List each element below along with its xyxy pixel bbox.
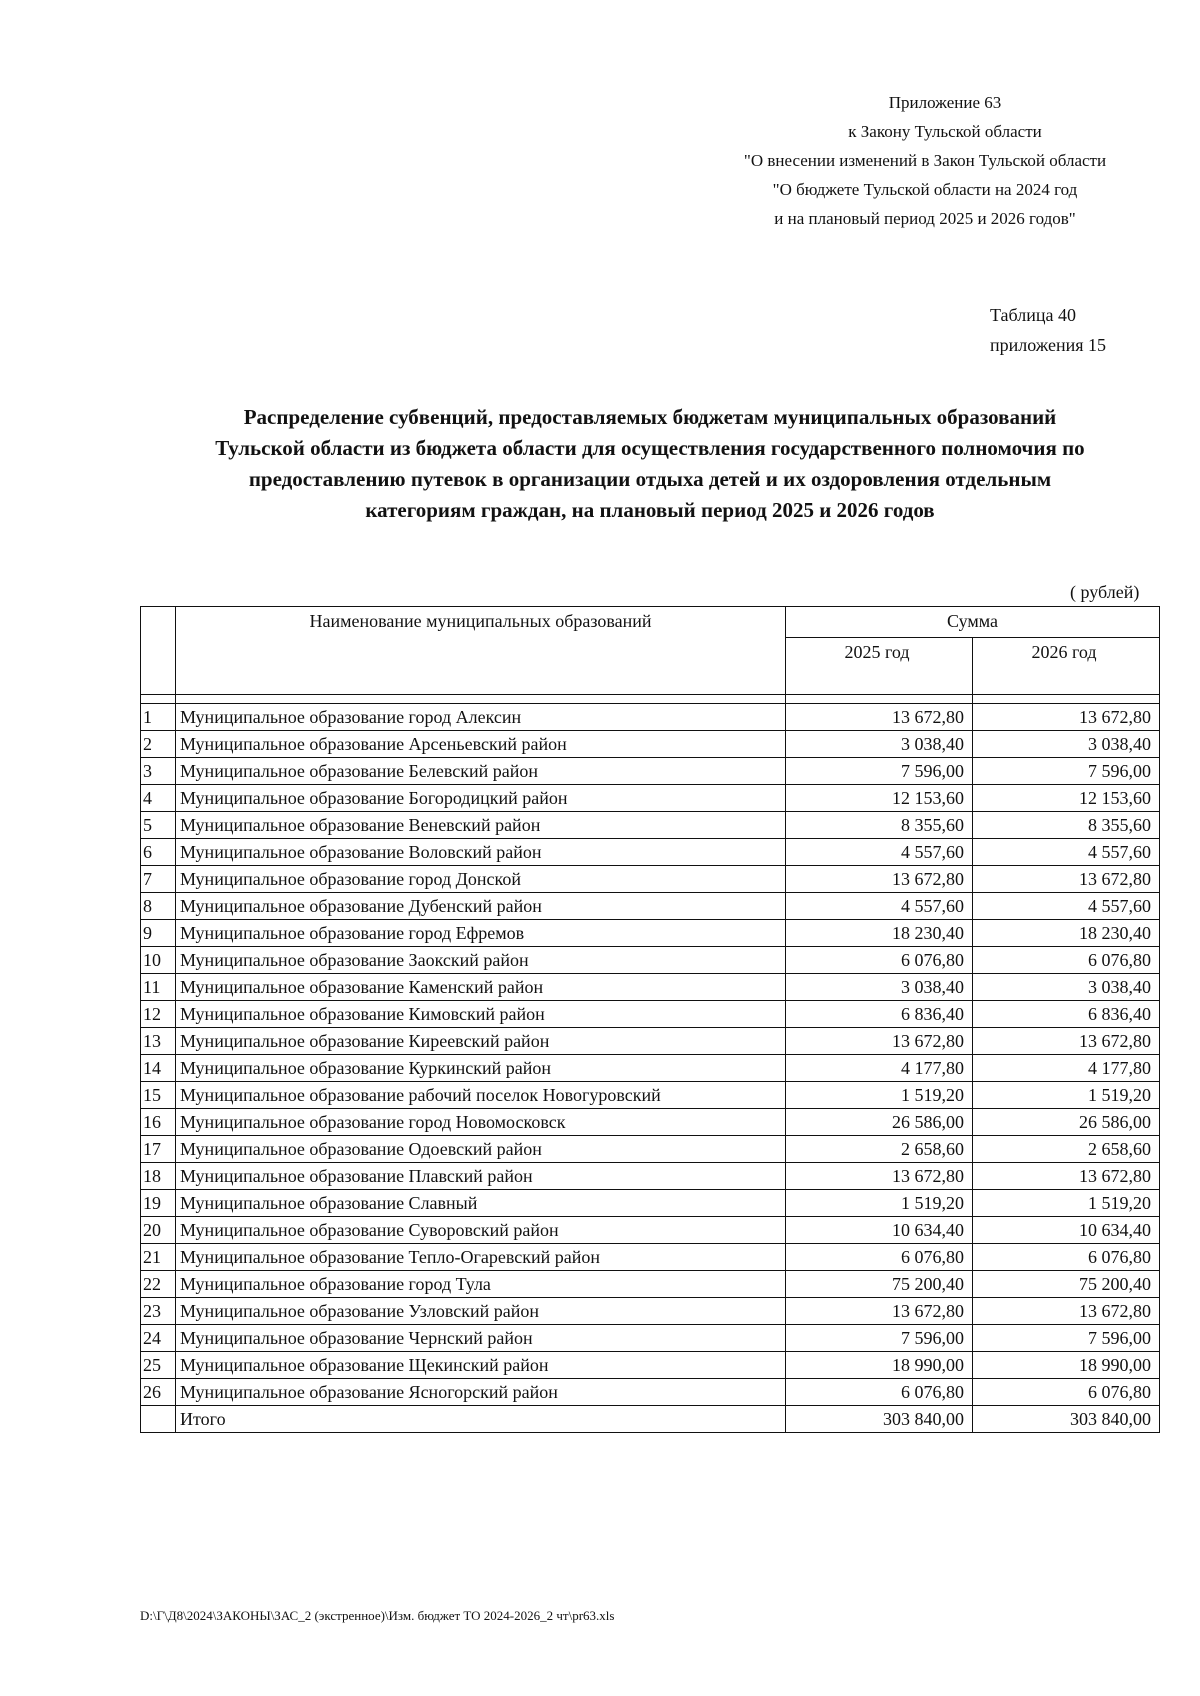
municipality-name: Муниципальное образование Щекинский район bbox=[176, 1352, 786, 1379]
amount-2026: 6 076,80 bbox=[973, 1244, 1160, 1271]
table-row bbox=[141, 1244, 1160, 1271]
amount-2026: 4 557,60 bbox=[973, 893, 1160, 920]
amount-2025: 13 672,80 bbox=[786, 1028, 973, 1055]
amount-2026: 13 672,80 bbox=[973, 1298, 1160, 1325]
row-number: 21 bbox=[141, 1244, 176, 1271]
row-number: 7 bbox=[141, 866, 176, 893]
amount-2025: 75 200,40 bbox=[786, 1271, 973, 1298]
row-number: 10 bbox=[141, 947, 176, 974]
row-number: 11 bbox=[141, 974, 176, 1001]
table-row bbox=[141, 974, 1160, 1001]
amount-2026: 3 038,40 bbox=[973, 974, 1160, 1001]
appendix-line: "О бюджете Тульской области на 2024 год bbox=[772, 180, 1078, 199]
table-row bbox=[141, 812, 1160, 839]
table-row bbox=[141, 785, 1160, 812]
table-row bbox=[141, 1001, 1160, 1028]
municipality-name: Муниципальное образование Суворовский район bbox=[176, 1217, 786, 1244]
amount-2026: 13 672,80 bbox=[973, 1028, 1160, 1055]
header-year-2025: 2025 год bbox=[786, 638, 973, 695]
amount-2025: 6 076,80 bbox=[786, 1244, 973, 1271]
total-row bbox=[141, 1406, 1160, 1433]
municipality-name: Муниципальное образование Одоевский район bbox=[176, 1136, 786, 1163]
row-number: 20 bbox=[141, 1217, 176, 1244]
amount-2025: 3 038,40 bbox=[786, 974, 973, 1001]
total-2025: 303 840,00 bbox=[786, 1406, 973, 1433]
row-number: 8 bbox=[141, 893, 176, 920]
amount-2025: 4 557,60 bbox=[786, 893, 973, 920]
total-2026: 303 840,00 bbox=[973, 1406, 1160, 1433]
amount-2026: 75 200,40 bbox=[973, 1271, 1160, 1298]
row-number: 15 bbox=[141, 1082, 176, 1109]
title-line: Тульской области из бюджета области для осуществления государственного полномочия по bbox=[215, 436, 1085, 460]
header-sum: Сумма bbox=[786, 607, 1160, 638]
amount-2025: 6 076,80 bbox=[786, 947, 973, 974]
municipality-name: Муниципальное образование Чернский район bbox=[176, 1325, 786, 1352]
amount-2026: 7 596,00 bbox=[973, 1325, 1160, 1352]
amount-2025: 13 672,80 bbox=[786, 866, 973, 893]
header-name: Наименование муниципальных образований bbox=[176, 607, 786, 695]
amount-2026: 18 230,40 bbox=[973, 920, 1160, 947]
table-row bbox=[141, 1217, 1160, 1244]
appendix-line: Приложение 63 bbox=[888, 93, 1002, 112]
row-number: 19 bbox=[141, 1190, 176, 1217]
table-number: Таблица 40 bbox=[990, 305, 1076, 325]
spacer-row bbox=[141, 695, 1160, 704]
amount-2025: 8 355,60 bbox=[786, 812, 973, 839]
row-number: 16 bbox=[141, 1109, 176, 1136]
table-row bbox=[141, 839, 1160, 866]
amount-2026: 7 596,00 bbox=[973, 758, 1160, 785]
table-row bbox=[141, 1379, 1160, 1406]
municipality-name: Муниципальное образование рабочий поселок Новогуровский bbox=[176, 1082, 786, 1109]
amount-2025: 12 153,60 bbox=[786, 785, 973, 812]
row-number: 1 bbox=[141, 704, 176, 731]
amount-2025: 13 672,80 bbox=[786, 1163, 973, 1190]
table-row bbox=[141, 920, 1160, 947]
amount-2026: 1 519,20 bbox=[973, 1190, 1160, 1217]
row-number: 23 bbox=[141, 1298, 176, 1325]
row-number: 5 bbox=[141, 812, 176, 839]
row-number: 24 bbox=[141, 1325, 176, 1352]
amount-2025: 26 586,00 bbox=[786, 1109, 973, 1136]
amount-2025: 13 672,80 bbox=[786, 1298, 973, 1325]
file-path: D:\Г\Д8\2024\ЗАКОНЫ\ЗАС_2 (экстренное)\Изм. бюджет ТО 2024-2026_2 чт\pr63.xls bbox=[140, 1608, 615, 1623]
amount-2026: 12 153,60 bbox=[973, 785, 1160, 812]
table-body bbox=[141, 695, 1160, 1433]
table-row bbox=[141, 1163, 1160, 1190]
amount-2026: 13 672,80 bbox=[973, 866, 1160, 893]
amount-2026: 13 672,80 bbox=[973, 704, 1160, 731]
municipality-name: Муниципальное образование Узловский район bbox=[176, 1298, 786, 1325]
amount-2025: 1 519,20 bbox=[786, 1190, 973, 1217]
table-row bbox=[141, 1352, 1160, 1379]
amount-2025: 4 557,60 bbox=[786, 839, 973, 866]
appendix-line: и на плановый период 2025 и 2026 годов" bbox=[774, 209, 1076, 228]
amount-2025: 7 596,00 bbox=[786, 1325, 973, 1352]
row-number: 25 bbox=[141, 1352, 176, 1379]
amount-2025: 18 990,00 bbox=[786, 1352, 973, 1379]
municipality-name: Муниципальное образование Веневский район bbox=[176, 812, 786, 839]
table-row bbox=[141, 866, 1160, 893]
total-num-cell bbox=[141, 1406, 176, 1433]
table-row bbox=[141, 758, 1160, 785]
amount-2026: 18 990,00 bbox=[973, 1352, 1160, 1379]
amount-2025: 10 634,40 bbox=[786, 1217, 973, 1244]
municipality-name: Муниципальное образование Куркинский район bbox=[176, 1055, 786, 1082]
amount-2026: 26 586,00 bbox=[973, 1109, 1160, 1136]
table-row bbox=[141, 1298, 1160, 1325]
municipality-name: Муниципальное образование Дубенский район bbox=[176, 893, 786, 920]
appendix-header bbox=[700, 88, 1150, 233]
table-reference bbox=[990, 300, 1130, 360]
amount-2025: 7 596,00 bbox=[786, 758, 973, 785]
amount-2025: 4 177,80 bbox=[786, 1055, 973, 1082]
row-number: 14 bbox=[141, 1055, 176, 1082]
municipality-name: Муниципальное образование город Тула bbox=[176, 1271, 786, 1298]
amount-2026: 8 355,60 bbox=[973, 812, 1160, 839]
appendix-line: "О внесении изменений в Закон Тульской области bbox=[743, 151, 1107, 170]
table-row bbox=[141, 1271, 1160, 1298]
amount-2026: 4 177,80 bbox=[973, 1055, 1160, 1082]
amount-2025: 13 672,80 bbox=[786, 704, 973, 731]
row-number: 2 bbox=[141, 731, 176, 758]
municipality-name: Муниципальное образование город Новомосковск bbox=[176, 1109, 786, 1136]
amount-2026: 13 672,80 bbox=[973, 1163, 1160, 1190]
table-row bbox=[141, 1136, 1160, 1163]
title-line: предоставлению путевок в организации отдыха детей и их оздоровления отдельным bbox=[248, 467, 1052, 491]
title-line: категориям граждан, на плановый период 2025 и 2026 годов bbox=[365, 498, 935, 522]
total-label: Итого bbox=[176, 1406, 786, 1433]
row-number: 3 bbox=[141, 758, 176, 785]
municipality-name: Муниципальное образование Богородицкий район bbox=[176, 785, 786, 812]
amount-2026: 10 634,40 bbox=[973, 1217, 1160, 1244]
table-row bbox=[141, 1190, 1160, 1217]
subvention-table bbox=[140, 606, 1160, 1433]
amount-2025: 1 519,20 bbox=[786, 1082, 973, 1109]
row-number: 13 bbox=[141, 1028, 176, 1055]
table-row bbox=[141, 893, 1160, 920]
row-number: 18 bbox=[141, 1163, 176, 1190]
document-title bbox=[120, 402, 1180, 526]
municipality-name: Муниципальное образование город Ефремов bbox=[176, 920, 786, 947]
amount-2026: 2 658,60 bbox=[973, 1136, 1160, 1163]
row-number: 26 bbox=[141, 1379, 176, 1406]
row-number: 22 bbox=[141, 1271, 176, 1298]
appendix-line: к Закону Тульской области bbox=[848, 122, 1042, 141]
amount-2026: 6 076,80 bbox=[973, 947, 1160, 974]
header-year-2026: 2026 год bbox=[973, 638, 1160, 695]
municipality-name: Муниципальное образование Заокский район bbox=[176, 947, 786, 974]
municipality-name: Муниципальное образование город Донской bbox=[176, 866, 786, 893]
amount-2026: 1 519,20 bbox=[973, 1082, 1160, 1109]
row-number: 9 bbox=[141, 920, 176, 947]
table-row bbox=[141, 704, 1160, 731]
table-row bbox=[141, 1325, 1160, 1352]
amount-2026: 3 038,40 bbox=[973, 731, 1160, 758]
municipality-name: Муниципальное образование Тепло-Огаревский район bbox=[176, 1244, 786, 1271]
amount-2025: 18 230,40 bbox=[786, 920, 973, 947]
municipality-name: Муниципальное образование Воловский район bbox=[176, 839, 786, 866]
units-label: ( рублей) bbox=[1070, 582, 1140, 602]
amount-2026: 4 557,60 bbox=[973, 839, 1160, 866]
amount-2026: 6 076,80 bbox=[973, 1379, 1160, 1406]
amount-2025: 6 836,40 bbox=[786, 1001, 973, 1028]
municipality-name: Муниципальное образование город Алексин bbox=[176, 704, 786, 731]
table-row bbox=[141, 1082, 1160, 1109]
municipality-name: Муниципальное образование Ясногорский район bbox=[176, 1379, 786, 1406]
table-row bbox=[141, 1109, 1160, 1136]
amount-2025: 6 076,80 bbox=[786, 1379, 973, 1406]
table-row bbox=[141, 947, 1160, 974]
municipality-name: Муниципальное образование Кимовский район bbox=[176, 1001, 786, 1028]
municipality-name: Муниципальное образование Арсеньевский район bbox=[176, 731, 786, 758]
municipality-name: Муниципальное образование Каменский район bbox=[176, 974, 786, 1001]
table-row bbox=[141, 731, 1160, 758]
amount-2025: 2 658,60 bbox=[786, 1136, 973, 1163]
municipality-name: Муниципальное образование Киреевский район bbox=[176, 1028, 786, 1055]
title-line: Распределение субвенций, предоставляемых бюджетам муниципальных образований bbox=[243, 405, 1057, 429]
municipality-name: Муниципальное образование Белевский район bbox=[176, 758, 786, 785]
table-row bbox=[141, 1028, 1160, 1055]
table-row bbox=[141, 1055, 1160, 1082]
header-num-cell bbox=[141, 607, 176, 695]
appendix-number: приложения 15 bbox=[990, 335, 1107, 355]
amount-2025: 3 038,40 bbox=[786, 731, 973, 758]
row-number: 17 bbox=[141, 1136, 176, 1163]
row-number: 6 bbox=[141, 839, 176, 866]
municipality-name: Муниципальное образование Славный bbox=[176, 1190, 786, 1217]
amount-2026: 6 836,40 bbox=[973, 1001, 1160, 1028]
municipality-name: Муниципальное образование Плавский район bbox=[176, 1163, 786, 1190]
row-number: 12 bbox=[141, 1001, 176, 1028]
row-number: 4 bbox=[141, 785, 176, 812]
